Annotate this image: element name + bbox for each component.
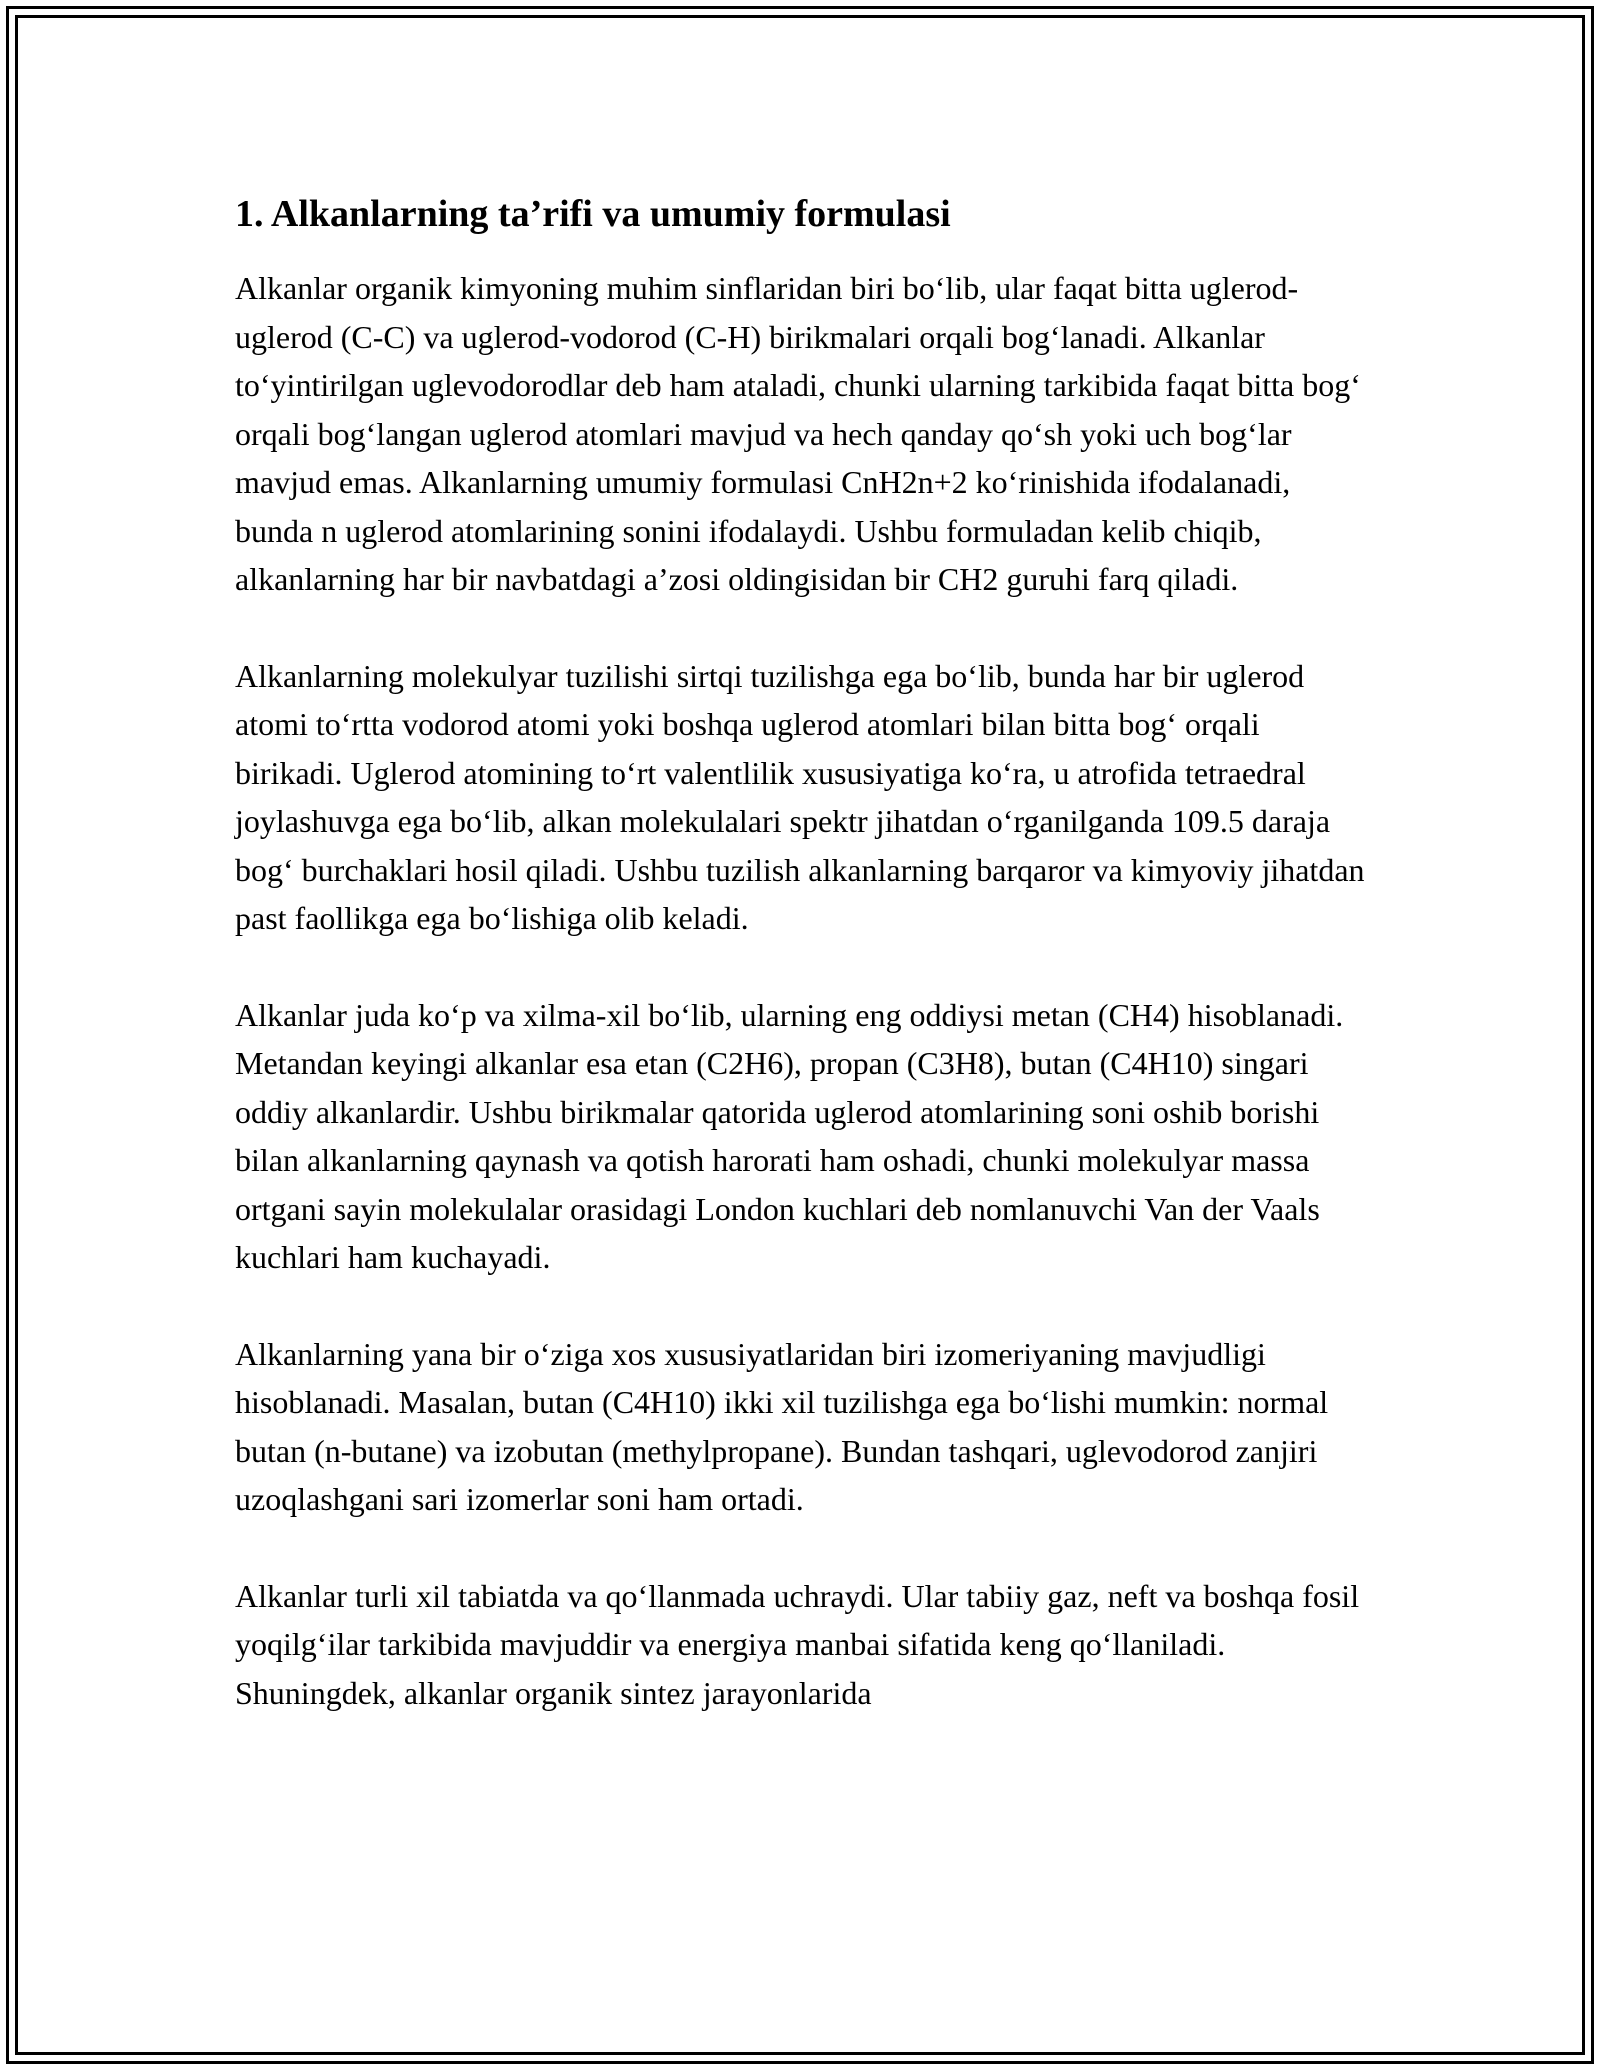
paragraph-4: Alkanlarning yana bir o‘ziga xos xususiyatlaridan biri izomeriyaning mavjudligi hisoblanadi. Masalan, butan (C4H10) ikki xil tuzilishga ega bo‘lishi mumkin: normal butan (n-butane) va izobutan (methylpropane). Bundan tashqari, uglevodorod zanjiri uzoqlashgani sari izomerlar soni ham ortadi. (235, 1335, 1329, 1517)
paragraph-2: Alkanlarning molekulyar tuzilishi sirtqi tuzilishga ega bo‘lib, bunda har bir uglerod atomi to‘rtta vodorod atomi yoki boshqa uglerod atomlari bilan bitta bog‘ orqali birikadi. Uglerod atomining to‘rt valentlilik xususiyatiga ko‘ra, u atrofida tetraedral joylashuvga ega bo‘lib, alkan molekulalari spektr jihatdan o‘rganilganda 109.5 daraja bog‘ burchaklari hosil qiladi. Ushbu tuzilish alkanlarning barqaror va kimyoviy jihatdan past faollikga ega bo‘lishiga olib keladi. (235, 657, 1365, 936)
paragraph-5: Alkanlar turli xil tabiatda va qo‘llanmada uchraydi. Ular tabiiy gaz, neft va boshqa fosil yoqilg‘ilar tarkibida mavjuddir va energiya manbai sifatida keng qo‘llaniladi. Shuningdek, alkanlar organik sintez jarayonlarida (235, 1577, 1360, 1711)
paragraph-1: Alkanlar organik kimyoning muhim sinflaridan biri bo‘lib, ular faqat bitta uglerod-uglerod (C-C) va uglerod-vodorod (C-H) birikmalari orqali bog‘lanadi. Alkanlar to‘yintirilgan uglevodorodlar deb ham ataladi, chunki ularning tarkibida faqat bitta bog‘ orqali bog‘langan uglerod atomlari mavjud va hech qanday qo‘sh yoki uch bog‘lar mavjud emas. Alkanlarning umumiy formulasi CnH2n+2 ko‘rinishida ifodalanadi, bunda n uglerod atomlarining sonini ifodalaydi. Ushbu formuladan kelib chiqib, alkanlarning har bir navbatdagi a’zosi oldingisidan bir CH2 guruhi farq qiladi. (235, 270, 1361, 597)
section-heading: 1. Alkanlarning ta’rifi va umumiy formulasi (235, 193, 951, 235)
document-body (235, 188, 1385, 1765)
paragraph-3: Alkanlar juda ko‘p va xilma-xil bo‘lib, ularning eng oddiysi metan (CH4) hisoblanadi. Metandan keyingi alkanlar esa etan (C2H6), propan (C3H8), butan (C4H10) singari oddiy alkanlardir. Ushbu birikmalar qatorida uglerod atomlarining soni oshib borishi bilan alkanlarning qaynash va qotish harorati ham oshadi, chunki molekulyar massa ortgani sayin molekulalar orasidagi London kuchlari deb nomlanuvchi Van der Vaals kuchlari ham kuchayadi. (235, 996, 1344, 1275)
